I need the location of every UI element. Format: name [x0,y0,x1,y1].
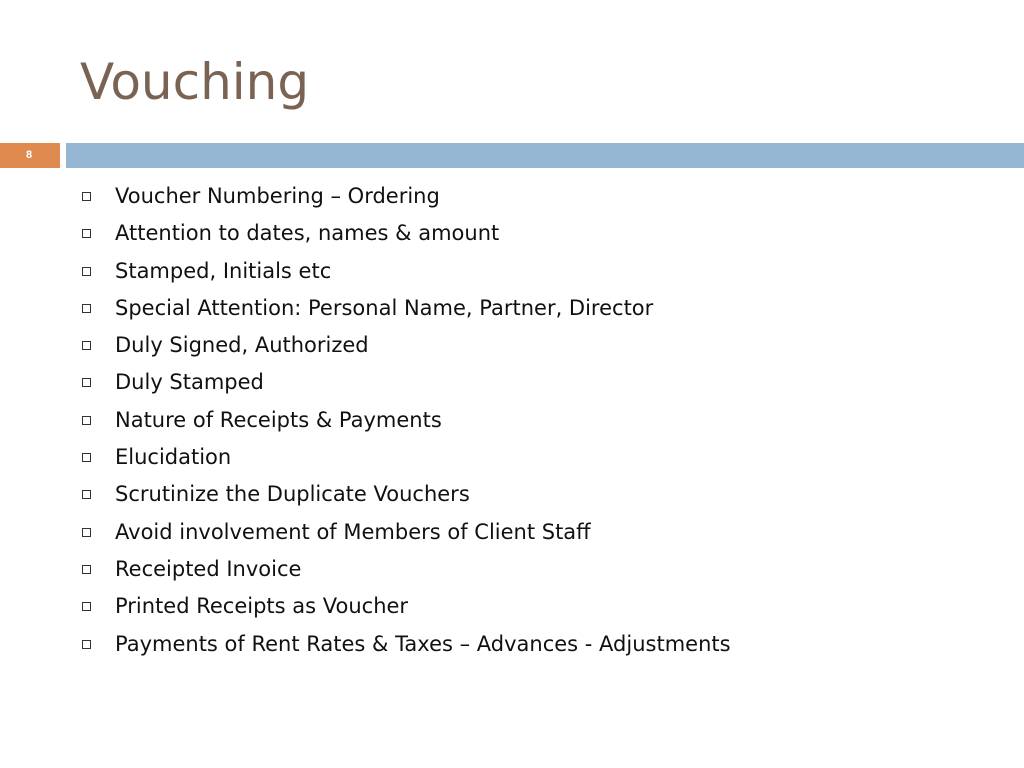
bullet-item [80,218,980,255]
bullet-item [80,181,980,218]
bullet-item [80,293,980,330]
bullet-item [80,554,980,591]
bullet-text: Duly Signed, Authorized [115,333,369,358]
bullet-text: Duly Stamped [115,370,264,395]
bullet-item [80,442,980,479]
checkbox-icon [82,640,91,649]
bullet-text: Elucidation [115,445,232,470]
bullet-text: Voucher Numbering – Ordering [115,184,440,208]
bullet-list [80,181,980,666]
checkbox-icon [82,565,91,574]
slide-title: Vouching [80,53,310,111]
checkbox-icon [82,229,91,238]
bullet-item [80,256,980,293]
bullet-text: Printed Receipts as Voucher [115,594,409,619]
header-band [66,143,1024,168]
checkbox-icon [82,453,91,462]
slide-number-box [0,143,60,168]
checkbox-icon [82,304,91,313]
bullet-text: Scrutinize the Duplicate Vouchers [115,482,470,507]
checkbox-icon [82,341,91,350]
bullet-item [80,479,980,516]
bullet-item [80,517,980,554]
bullet-item [80,405,980,442]
bullet-text: Receipted Invoice [115,556,302,581]
checkbox-icon [82,528,91,537]
bullet-text: Avoid involvement of Members of Client Staff [115,519,591,544]
bullet-item [80,330,980,367]
checkbox-icon [82,416,91,425]
slide-number: 8 [26,149,33,161]
bullet-text: Special Attention: Personal Name, Partner, Director [115,295,654,320]
checkbox-icon [82,602,91,611]
bullet-text: Stamped, Initials etc [115,258,332,283]
checkbox-icon [82,378,91,387]
bullet-text: Attention to dates, names & amount [115,221,500,246]
bullet-text: Payments of Rent Rates & Taxes – Advances - Adjustments [115,631,731,656]
bullet-item [80,591,980,628]
checkbox-icon [82,267,91,276]
bullet-text: Nature of Receipts & Payments [115,407,442,432]
bullet-item [80,367,980,404]
checkbox-icon [82,192,91,201]
bullet-item [80,629,980,666]
checkbox-icon [82,490,91,499]
